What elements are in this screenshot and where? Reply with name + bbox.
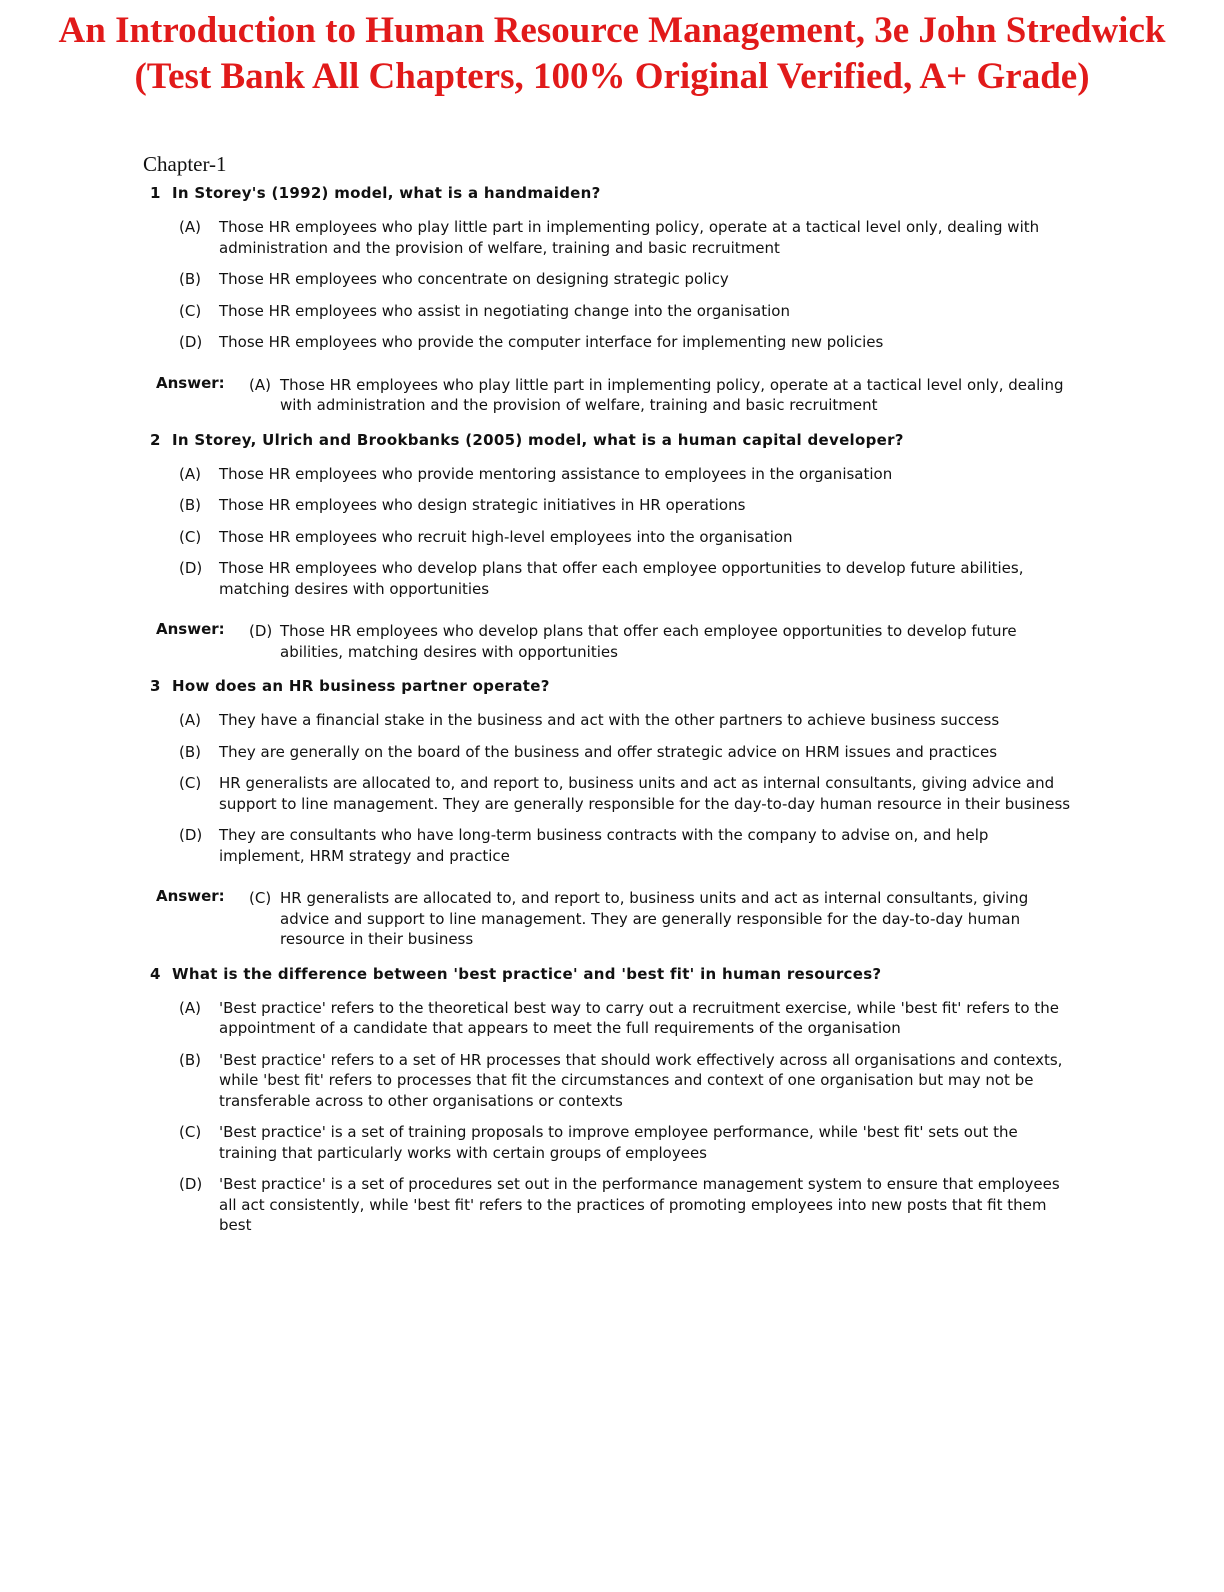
option-text: Those HR employees who develop plans that offer each employee opportunities to develop future abilities, matching desires with opportunities (219, 559, 1024, 598)
answer-letter: (C) (249, 889, 272, 907)
option-text: 'Best practice' refers to the theoretical best way to carry out a recruitment exercise, while 'best fit' refers to the appointment of a candidate that appears to meet the full requirements of the organisation (219, 998, 1059, 1037)
option-list (179, 998, 1073, 1236)
option-letter: (B) (179, 1050, 201, 1069)
option-text: Those HR employees who assist in negotiating change into the organisation (219, 301, 790, 320)
question-header (150, 183, 1073, 203)
question-4 (143, 964, 1073, 1236)
option-a (179, 998, 1073, 1039)
option-text: They have a financial stake in the business and act with the other partners to achieve business success (219, 711, 1000, 729)
option-a (179, 464, 1073, 485)
option-letter: (C) (179, 301, 202, 320)
option-letter: (D) (179, 559, 203, 577)
option-d (179, 558, 1073, 599)
option-text: They are consultants who have long-term business contracts with the company to advise on, and help implement, HRM strategy and practice (219, 826, 989, 865)
option-letter: (A) (179, 998, 201, 1017)
option-a (179, 710, 1073, 731)
answer-text: Those HR employees who play little part in implementing policy, operate at a tactical level only, dealing with administration and the provision of welfare, training and basic recruitment (280, 375, 1064, 414)
question-header (150, 676, 1073, 696)
option-letter: (C) (179, 527, 202, 546)
option-text: Those HR employees who provide mentoring assistance to employees in the organisation (219, 464, 893, 483)
answer-letter: (A) (249, 375, 271, 394)
question-1 (143, 183, 1073, 416)
option-b (179, 269, 1073, 290)
option-letter: (B) (179, 742, 201, 761)
option-letter: (D) (179, 333, 203, 351)
option-letter: (C) (179, 1123, 202, 1141)
option-text: Those HR employees who provide the computer interface for implementing new policies (219, 333, 884, 351)
option-c (179, 527, 1073, 548)
option-d (179, 332, 1073, 353)
option-text: 'Best practice' refers to a set of HR processes that should work effectively across all organisations and contexts, while 'best fit' refers to processes that fit the circumstances and context of one organisation but may not be transferable across to other organisations or contexts (219, 1050, 1063, 1110)
chapter-heading: Chapter-1 (143, 152, 227, 176)
question-2 (143, 430, 1073, 663)
question-header (150, 964, 1073, 984)
option-b (179, 1050, 1073, 1112)
answer-block (156, 621, 1073, 662)
option-letter: (D) (179, 1175, 203, 1193)
question-number: 1 (150, 184, 161, 202)
option-letter: (A) (179, 464, 201, 483)
option-letter: (A) (179, 711, 201, 729)
question-header (150, 430, 1073, 450)
option-c (179, 773, 1073, 814)
option-letter: (B) (179, 270, 201, 288)
answer-block (156, 375, 1073, 416)
question-3 (143, 676, 1073, 950)
question-text: In Storey's (1992) model, what is a handmaiden? (172, 184, 601, 202)
answer-text: HR generalists are allocated to, and report to, business units and act as internal consultants, giving advice and support to line management. They are generally responsible for the day-to-day human resource in their business (280, 889, 1029, 948)
question-number: 3 (150, 677, 161, 695)
document-title (0, 8, 1224, 100)
option-text: They are generally on the board of the business and offer strategic advice on HRM issues and practices (219, 742, 998, 761)
answer-label: Answer: (156, 373, 225, 392)
option-b (179, 742, 1073, 763)
answer-text: Those HR employees who develop plans that offer each employee opportunities to develop future abilities, matching desires with opportunities (280, 622, 1017, 661)
option-text: Those HR employees who concentrate on designing strategic policy (219, 270, 729, 288)
option-b (179, 495, 1073, 516)
option-text: Those HR employees who design strategic initiatives in HR operations (219, 496, 746, 514)
answer-letter: (D) (249, 622, 273, 640)
option-text: 'Best practice' is a set of procedures set out in the performance management system to ensure that employees all act consistently, while 'best fit' refers to the practices of promoting employees into new posts that fit them best (219, 1175, 1060, 1234)
title-line-1: An Introduction to Human Resource Management, 3e John Stredwick (58, 10, 1166, 51)
option-letter: (B) (179, 496, 201, 514)
option-letter: (D) (179, 826, 203, 844)
option-list (179, 464, 1073, 600)
question-number: 2 (150, 430, 161, 449)
option-c (179, 301, 1073, 322)
option-c (179, 1122, 1073, 1163)
option-d (179, 825, 1073, 866)
option-letter: (C) (179, 774, 202, 792)
option-list (179, 710, 1073, 866)
option-letter: (A) (179, 218, 201, 236)
answer-block (156, 888, 1073, 950)
question-text: In Storey, Ulrich and Brookbanks (2005) model, what is a human capital developer? (172, 430, 904, 449)
question-text: How does an HR business partner operate? (172, 677, 550, 695)
title-line-2: (Test Bank All Chapters, 100% Original Verified, A+ Grade) (134, 56, 1090, 97)
question-number: 4 (150, 964, 161, 983)
option-text: HR generalists are allocated to, and report to, business units and act as internal consultants, giving advice and support to line management. They are generally responsible for the day-to-day human resource in their business (219, 774, 1071, 813)
answer-label: Answer: (156, 887, 225, 905)
option-d (179, 1174, 1073, 1236)
option-text: 'Best practice' is a set of training proposals to improve employee performance, while 'best fit' sets out the training that particularly works with certain groups of employees (219, 1123, 1018, 1162)
question-text: What is the difference between 'best practice' and 'best fit' in human resources? (172, 964, 882, 983)
option-list (179, 217, 1073, 353)
option-text: Those HR employees who recruit high-level employees into the organisation (219, 527, 793, 546)
option-a (179, 217, 1073, 258)
test-bank-content (143, 152, 1073, 1250)
answer-label: Answer: (156, 620, 225, 638)
option-text: Those HR employees who play little part in implementing policy, operate at a tactical level only, dealing with administration and the provision of welfare, training and basic recruitment (219, 218, 1040, 257)
